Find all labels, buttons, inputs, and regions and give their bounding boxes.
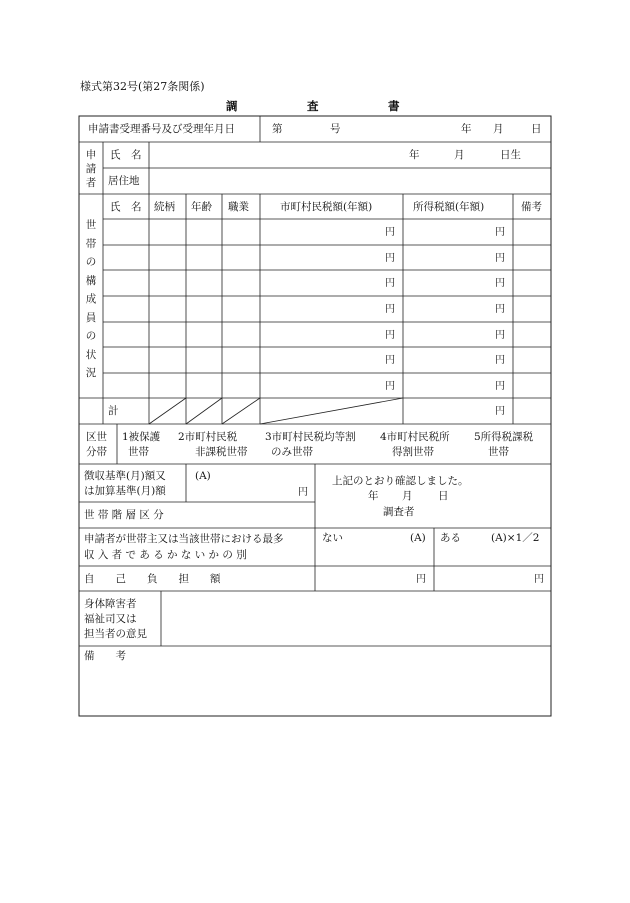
- confirm-month: 月: [402, 490, 413, 502]
- income-tax-yen: 円: [495, 355, 505, 366]
- remarks-label: 備 考: [84, 650, 126, 662]
- title-char-3: 書: [388, 99, 400, 113]
- max-earner-aru: ある: [440, 532, 461, 544]
- class-opt3-l2: のみ世帯: [271, 446, 313, 458]
- applicant-side-label: [84, 148, 98, 190]
- household-side-char: 世: [85, 219, 97, 231]
- form-label: 様式第32号(第27条関係): [80, 80, 205, 93]
- confirm-year: 年: [368, 490, 379, 502]
- birth-day-suffix: 日生: [500, 149, 521, 161]
- municipal-tax-yen: 円: [385, 330, 395, 341]
- self-pay-yen-2: 円: [534, 574, 544, 585]
- municipal-tax-yen: 円: [385, 381, 395, 392]
- household-side-char: 構: [85, 274, 97, 287]
- income-tax-yen: 円: [495, 278, 505, 289]
- birth-year: 年: [409, 149, 420, 161]
- self-pay-label: 自 己 負 担 額: [84, 573, 221, 585]
- standard-label-1: 徴収基準(月)額又: [84, 470, 166, 482]
- title-char-2: 査: [307, 99, 319, 113]
- receipt-label: 申請書受理番号及び受理年月日: [88, 123, 235, 135]
- max-earner-nai-value: (A): [410, 532, 426, 544]
- household-side-char: の: [85, 330, 97, 342]
- title-char-1: 調: [226, 99, 238, 113]
- col-income-tax: 所得税額(年額): [413, 201, 485, 213]
- col-remarks: 備考: [521, 201, 542, 213]
- max-earner-label-1: 申請者が世帯主又は当該世帯における最多: [84, 533, 284, 545]
- household-side-label: [84, 216, 98, 383]
- class-opt5-l1: 5所得税課税: [474, 431, 534, 443]
- household-side-char: 状: [85, 348, 97, 361]
- self-pay-yen-1: 円: [416, 574, 426, 585]
- total-label: 計: [108, 405, 119, 417]
- max-earner-nai: ない: [322, 532, 343, 544]
- income-tax-yen: 円: [495, 381, 505, 392]
- opinion-label-3: 担当者の意見: [84, 628, 147, 640]
- applicant-side-char: 申: [85, 149, 97, 161]
- class-opt2-l1: 2市町村民税: [178, 431, 238, 443]
- receipt-month: 月: [493, 123, 504, 135]
- max-earner-aru-value: (A)×1／2: [491, 532, 540, 544]
- inspector-label: 調査者: [383, 506, 415, 518]
- class-opt5-l2: 世帯: [488, 446, 509, 458]
- class-opt4-l2: 得割世帯: [392, 446, 434, 458]
- household-side-char: 帯: [85, 237, 97, 250]
- receipt-day: 日: [531, 123, 542, 135]
- municipal-tax-yen: 円: [385, 227, 395, 238]
- max-earner-label-2: 収 入 者 で あ る か な い か の 別: [84, 549, 247, 561]
- municipal-tax-yen: 円: [385, 253, 395, 264]
- receipt-year: 年: [461, 123, 472, 135]
- confirm-text: 上記のとおり確認しました。: [332, 475, 469, 487]
- confirm-day: 日: [438, 490, 449, 502]
- tier-label: 世 帯 階 層 区 分: [84, 509, 164, 521]
- col-age: 年齢: [191, 201, 212, 213]
- applicant-side-char: 請: [85, 163, 97, 175]
- opinion-label-2: 福祉司又は: [84, 613, 137, 625]
- household-side-char: 成: [85, 293, 97, 305]
- col-occupation: 職業: [228, 201, 249, 213]
- standard-label-2: は加算基準(月)額: [84, 485, 166, 497]
- income-tax-yen: 円: [495, 330, 505, 341]
- municipal-tax-yen: 円: [385, 278, 395, 289]
- receipt-dai: 第: [272, 123, 283, 135]
- receipt-go: 号: [330, 123, 341, 135]
- municipal-tax-yen: 円: [385, 304, 395, 315]
- class-label-2: 分帯: [86, 446, 107, 458]
- income-tax-yen: 円: [495, 227, 505, 238]
- col-relation: 続柄: [154, 201, 175, 213]
- class-label-1: 区世: [86, 431, 107, 443]
- class-opt1-l1: 1被保護: [122, 431, 161, 443]
- household-side-char: 況: [85, 367, 97, 379]
- municipal-tax-yen: 円: [385, 355, 395, 366]
- standard-yen: 円: [298, 487, 308, 498]
- household-side-char: の: [85, 256, 97, 268]
- applicant-address-label: 居住地: [108, 175, 140, 187]
- col-name: 氏 名: [110, 201, 142, 213]
- household-side-char: 員: [85, 311, 97, 324]
- standard-a-mark: (A): [195, 470, 211, 482]
- total-income-tax-yen: 円: [495, 406, 505, 417]
- birth-month: 月: [454, 149, 465, 161]
- income-tax-yen: 円: [495, 304, 505, 315]
- applicant-name-label: 氏 名: [110, 149, 142, 161]
- applicant-side-char: 者: [85, 177, 97, 189]
- class-opt3-l1: 3市町村民税均等割: [265, 431, 356, 443]
- opinion-label-1: 身体障害者: [84, 598, 137, 610]
- class-opt1-l2: 世帯: [128, 446, 149, 458]
- income-tax-yen: 円: [495, 253, 505, 264]
- col-municipal-tax: 市町村民税額(年額): [280, 201, 373, 213]
- class-opt4-l1: 4市町村民税所: [380, 431, 450, 443]
- class-opt2-l2: 非課税世帯: [195, 446, 248, 458]
